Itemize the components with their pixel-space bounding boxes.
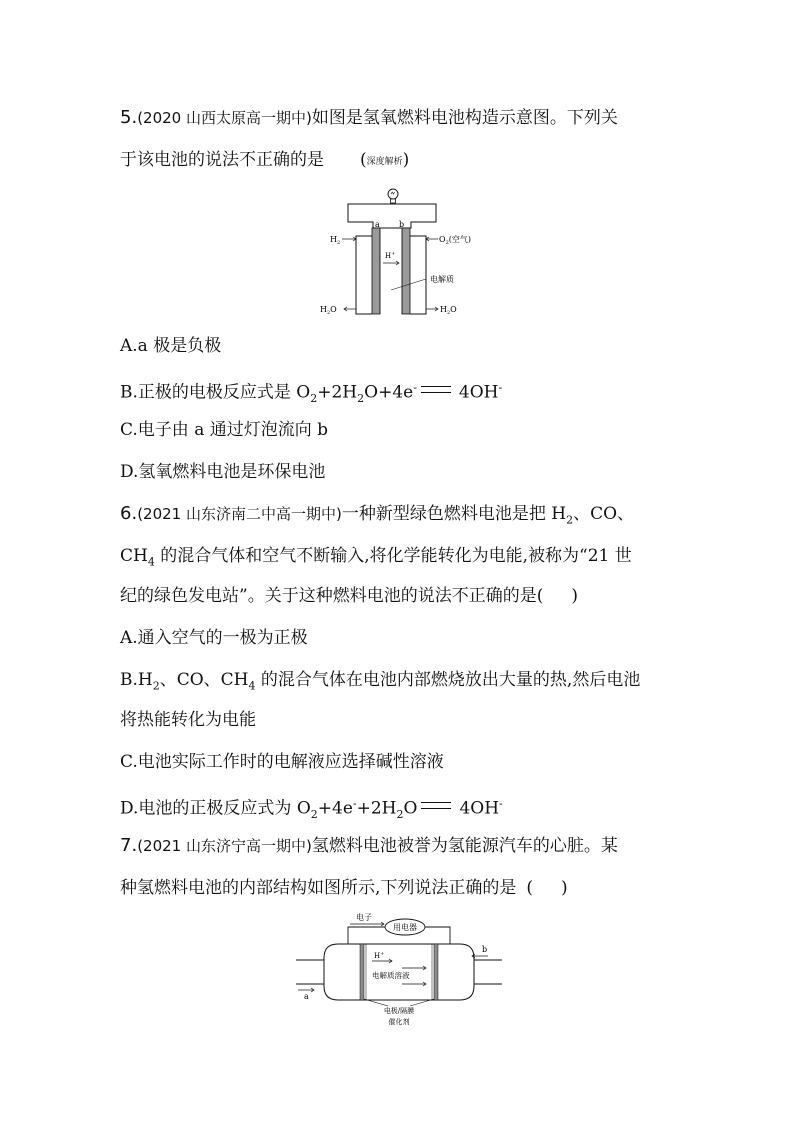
bulb-icon bbox=[388, 189, 398, 203]
electrode-b bbox=[402, 228, 410, 314]
q6-number: 6. bbox=[120, 503, 138, 524]
label-electron: 电子 bbox=[356, 913, 372, 922]
label-h-plus: H+ bbox=[374, 951, 385, 960]
q6-option-a[interactable]: A.通入空气的一极为正极 bbox=[120, 628, 308, 648]
q6-option-c[interactable]: C.电池实际工作时的电解液应选择碱性溶液 bbox=[120, 752, 444, 772]
q6-answer-paren[interactable]: ( ) bbox=[536, 586, 578, 606]
q6-option-b[interactable]: $B.H_2$、CO、$CH_4$ 的混合气体在电池内部燃烧放出大量的热,然后电池 bbox=[120, 670, 641, 693]
q5-stem-1: 如图是氢氧燃料电池构造示意图。下列关 bbox=[311, 108, 618, 128]
label-o2-air: $O_2$(空气) bbox=[439, 235, 471, 246]
q5-number: 5. bbox=[120, 107, 138, 128]
q5-option-a[interactable]: A.a 极是负极 bbox=[120, 336, 222, 356]
q6-line-1: 6.(2021 山东济南二中高一期中)一种新型绿色燃料电池是把 $H_2$、CO、 bbox=[120, 503, 635, 527]
q7-line-2: 种氢燃料电池的内部结构如图所示,下列说法正确的是 ( ) bbox=[120, 878, 568, 898]
q7-answer-paren[interactable]: ( ) bbox=[526, 878, 568, 898]
label-b: b bbox=[399, 220, 405, 229]
label-electrolyte-solution: 电解质溶液 bbox=[372, 971, 410, 980]
q5-fuel-cell-diagram bbox=[320, 184, 476, 320]
q5-option-d[interactable]: D.氢氧燃料电池是环保电池 bbox=[120, 462, 326, 482]
q7-line-1: 7.(2021 山东济宁高一期中)氢燃料电池被誉为氢能源汽车的心脏。某 bbox=[120, 835, 618, 856]
equals-sign bbox=[421, 386, 451, 393]
label-h2o-right: $H_2O$ bbox=[440, 305, 457, 316]
q7-number: 7. bbox=[120, 835, 138, 856]
q7-source: (2021 山东济宁高一期中) bbox=[137, 837, 312, 855]
label-catalyst: 催化剂 bbox=[388, 1018, 410, 1026]
label-electrolyte: 电解质 bbox=[430, 275, 454, 284]
q5-line-2: 于该电池的说法不正确的是 (深度解析) bbox=[120, 150, 410, 170]
q6-line-2: $CH_4$ 的混合气体和空气不断输入,将化学能转化为电能,被称为“21 世 bbox=[120, 546, 632, 569]
q5-option-b[interactable]: B.正极的电极反应式是 $O_2+2H_2O+4e^-$ 4OH- bbox=[120, 381, 503, 406]
q6-option-b-cont: 将热能转化为电能 bbox=[120, 710, 256, 730]
electrode-a bbox=[372, 228, 380, 314]
q6-option-d[interactable]: D.电池的正极反应式为 $O_2+4e^-+2H_2O$ 4OH- bbox=[120, 797, 503, 822]
q6-source: (2021 山东济南二中高一期中) bbox=[137, 505, 342, 523]
q5-stem-2: 于该电池的说法不正确的是 bbox=[120, 150, 324, 170]
q5-line-1 bbox=[120, 106, 690, 130]
q7-fuel-cell-diagram bbox=[292, 910, 506, 1028]
q5-option-c[interactable]: C.电子由 a 通过灯泡流向 b bbox=[120, 420, 329, 440]
label-a: a bbox=[375, 220, 380, 229]
q5-source: (2020 山西太原高一期中) bbox=[137, 109, 312, 127]
label-b: b bbox=[482, 945, 488, 954]
q6-line-3: 纪的绿色发电站”。关于这种燃料电池的说法不正确的是( ) bbox=[120, 586, 578, 606]
label-membrane: 电极/隔膜 bbox=[383, 1007, 415, 1015]
label-h2: $H_2$ bbox=[330, 235, 341, 246]
q5-analysis-note: 深度解析 bbox=[366, 157, 403, 167]
label-h-plus: H+ bbox=[385, 251, 396, 260]
label-appliance: 用电器 bbox=[393, 923, 417, 932]
equals-sign bbox=[421, 802, 451, 809]
label-h2o-left: $H_2O$ bbox=[320, 305, 337, 316]
label-a: a bbox=[304, 992, 309, 1001]
